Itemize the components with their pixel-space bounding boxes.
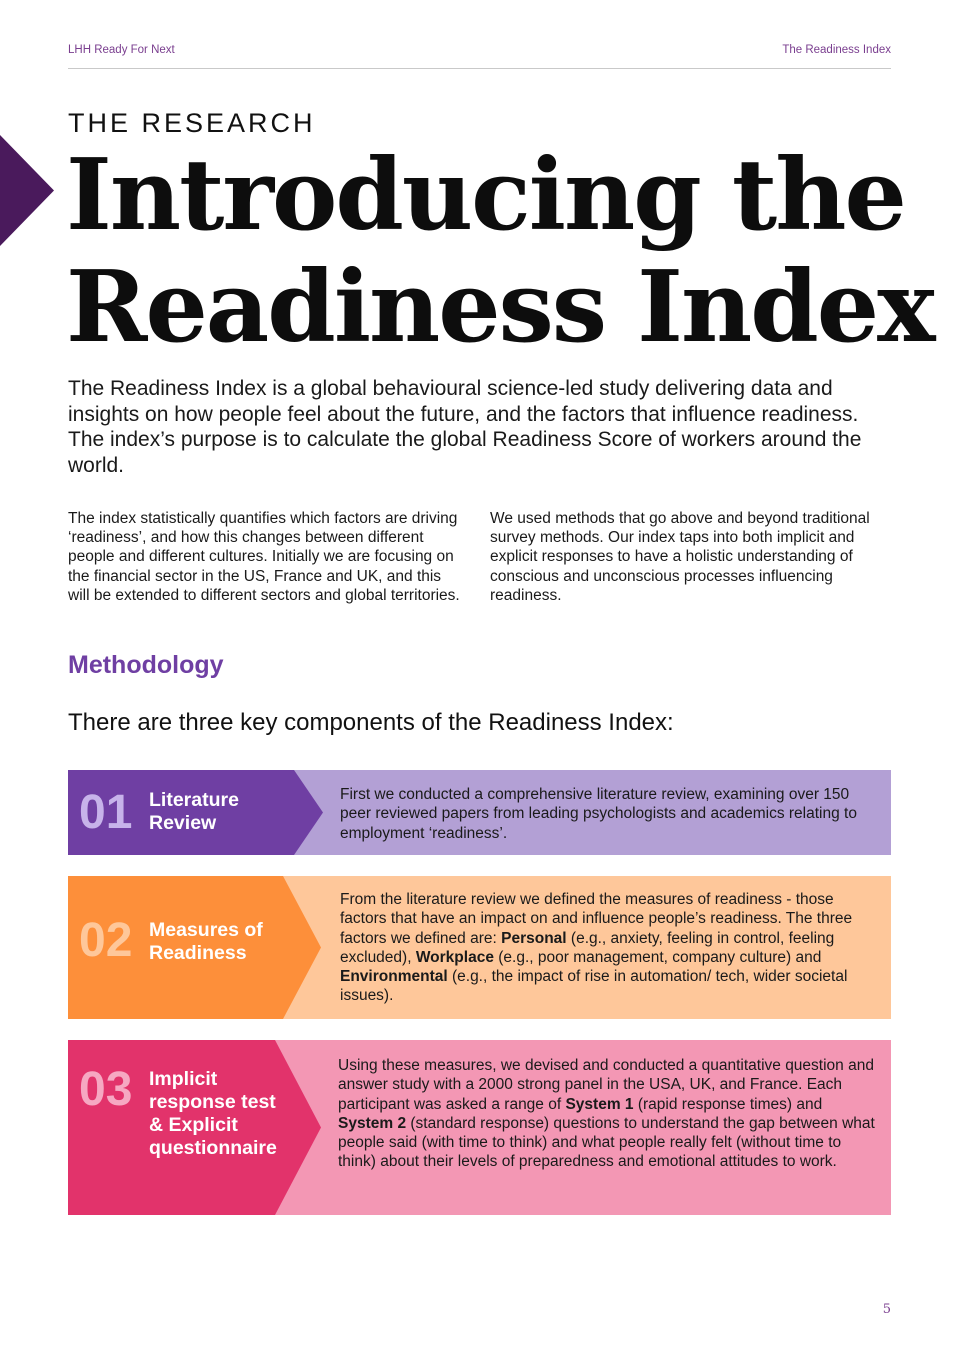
methodology-heading: Methodology xyxy=(68,651,224,679)
section-eyebrow: THE RESEARCH xyxy=(68,108,316,138)
component-description: From the literature review we defined the measures of readiness - those factors that have an impact on and influence people’s readiness. The three factors we defined are: Personal (e.g., anxiety, feeling in control, feeling excluded), Workplace (e.g., poor management, company culture) and Environmental (e.g., the impact of rise in automation/ tech, wider societal issues). xyxy=(340,891,853,1005)
system-1-term: System 1 xyxy=(565,1095,634,1113)
component-label: Implicit response test & Explicit questionnaire xyxy=(149,1068,277,1159)
factor-personal: Personal xyxy=(501,929,567,947)
components-intro: There are three key components of the Readiness Index: xyxy=(68,709,674,736)
component-measures-of-readiness xyxy=(68,876,891,1019)
component-number: 02 xyxy=(79,914,133,967)
component-label: Measures of Readiness xyxy=(149,919,263,964)
chevron-right-decoration-icon xyxy=(0,135,54,246)
page-number: 5 xyxy=(882,1302,891,1317)
header-divider xyxy=(68,68,891,69)
factor-workplace: Workplace xyxy=(415,948,494,966)
header-section-title: The Readiness Index xyxy=(782,44,891,56)
factor-environmental: Environmental xyxy=(340,968,448,986)
component-literature-review xyxy=(68,770,891,855)
component-description: Using these measures, we devised and conducted a quantitative question and answer study with a 2000 strong panel in the USA, UK, and France. Each participant was asked a range of System 1 (rapid response times) and System 2 (standard response) questions to understand the gap between what people said (with time to think) and what people really felt (without time to think) about their levels of preparedness and emotional attitudes to work. xyxy=(338,1057,875,1171)
component-description: First we conducted a comprehensive literature review, examining over 150 peer reviewed papers from leading psychologists and academics relating to employment ‘readiness’. xyxy=(340,786,857,842)
lead-paragraph: The Readiness Index is a global behavioural science-led study delivering data and insights on how people feel about the future, and the factors that influence readiness. The index’s purpose is to calculate the global Readiness Score of workers around the world. xyxy=(68,377,862,477)
header-brand: LHH Ready For Next xyxy=(68,44,175,56)
component-number: 01 xyxy=(79,786,133,839)
system-2-term: System 2 xyxy=(338,1114,407,1132)
page-title: Introducing the Readiness Index xyxy=(66,138,934,365)
component-number: 03 xyxy=(79,1063,133,1116)
component-implicit-explicit xyxy=(68,1040,891,1215)
body-column-right: We used methods that go above and beyond traditional survey methods. Our index taps into both implicit and explicit responses to have a holistic understanding of conscious and unconscious processes influencing readiness. xyxy=(490,510,870,604)
component-label: Literature Review xyxy=(149,789,239,834)
body-column-left: The index statistically quantifies which factors are driving ‘readiness’, and how this changes between different people and different cultures. Initially we are focusing on the financial sector in the US, France and UK, and this will be extended to different sectors and global territories. xyxy=(68,510,460,604)
